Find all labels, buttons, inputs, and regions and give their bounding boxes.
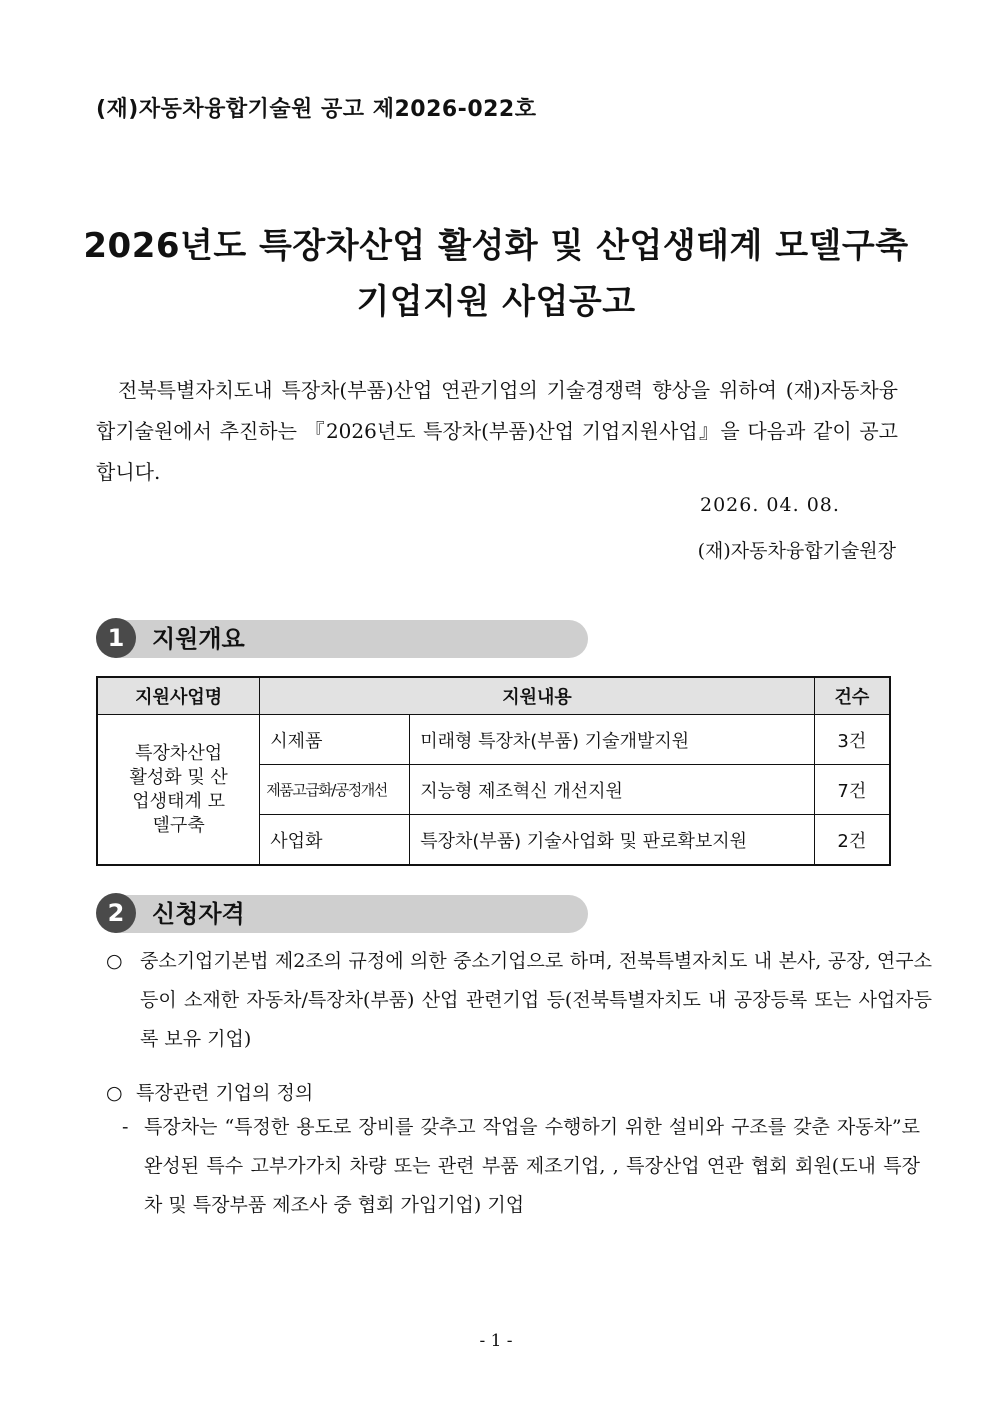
issue-date: 2026. 04. 08. — [700, 494, 840, 516]
eligibility-sub-text: 특장차는 “특정한 용도로 장비를 갖추고 작업을 수행하기 위한 설비와 구조를 갖춘 자동차”로 완성된 특수 고부가가치 차량 또는 관련 부품 제조기업, , 특장산업 연관 협회 회원(도내 특장차 및 특장부품 제조사 중 협회 가입기업) 기업 — [144, 1116, 920, 1216]
section-header-eligibility — [96, 893, 588, 935]
count-cell: 2건 — [814, 815, 890, 866]
table-row — [97, 715, 890, 765]
program-name-cell — [97, 715, 260, 866]
support-overview-table — [96, 676, 891, 866]
category-cell: 시제품 — [260, 715, 410, 765]
bullet-mark: ○ — [106, 1082, 123, 1104]
description-cell: 지능형 제조혁신 개선지원 — [410, 765, 815, 815]
category-cell: 제품고급화/공정개선 — [260, 765, 410, 815]
header-program: 지원사업명 — [97, 677, 260, 715]
description-cell: 특장차(부품) 기술사업화 및 판로확보지원 — [410, 815, 815, 866]
description-cell: 미래형 특장차(부품) 기술개발지원 — [410, 715, 815, 765]
eligibility-text: 중소기업기본법 제2조의 규정에 의한 중소기업으로 하며, 전북특별자치도 내 본사, 공장, 연구소 등이 소재한 자동차/특장차(부품) 산업 관련기업 등(전북특별자치도 내 공장등록 또는 사업자등록 보유 기업) — [140, 950, 932, 1050]
page-number: - 1 - — [479, 1331, 513, 1351]
table-header-row — [97, 677, 890, 715]
program-name: 특장차산업 활성화 및 산업생태계 모델구축 — [129, 742, 228, 836]
dash-mark: - — [122, 1116, 129, 1138]
issuer-name: (재)자동차융합기술원장 — [697, 540, 896, 562]
page-title — [0, 218, 992, 330]
category-cell: 사업화 — [260, 815, 410, 866]
section-title: 신청자격 — [152, 900, 245, 928]
header-content: 지원내용 — [260, 677, 814, 715]
section-title: 지원개요 — [152, 625, 245, 653]
eligibility-sub-item — [122, 1108, 920, 1225]
section-number-badge: 1 — [96, 618, 136, 658]
intro-text: 전북특별자치도내 특장차(부품)산업 연관기업의 기술경쟁력 향상을 위하여 (재)자동차융합기술원에서 추진하는 『2026년도 특장차(부품)산업 기업지원사업』을 다음과 같이 공고합니다. — [96, 378, 898, 484]
count-cell: 3건 — [814, 715, 890, 765]
count-cell: 7건 — [814, 765, 890, 815]
section-number-badge: 2 — [96, 893, 136, 933]
page-title-line-2: 기업지원 사업공고 — [356, 282, 636, 322]
header-count: 건수 — [814, 677, 890, 715]
bullet-mark: ○ — [106, 950, 123, 972]
page-title-line-1: 2026년도 특장차산업 활성화 및 산업생태계 모델구축 — [83, 226, 909, 266]
eligibility-item-1 — [106, 942, 932, 1059]
notice-number: (재)자동차융합기술원 공고 제2026-022호 — [96, 97, 537, 122]
eligibility-text: 특장관련 기업의 정의 — [136, 1082, 314, 1104]
section-header-overview — [96, 618, 588, 660]
intro-paragraph — [96, 370, 898, 493]
